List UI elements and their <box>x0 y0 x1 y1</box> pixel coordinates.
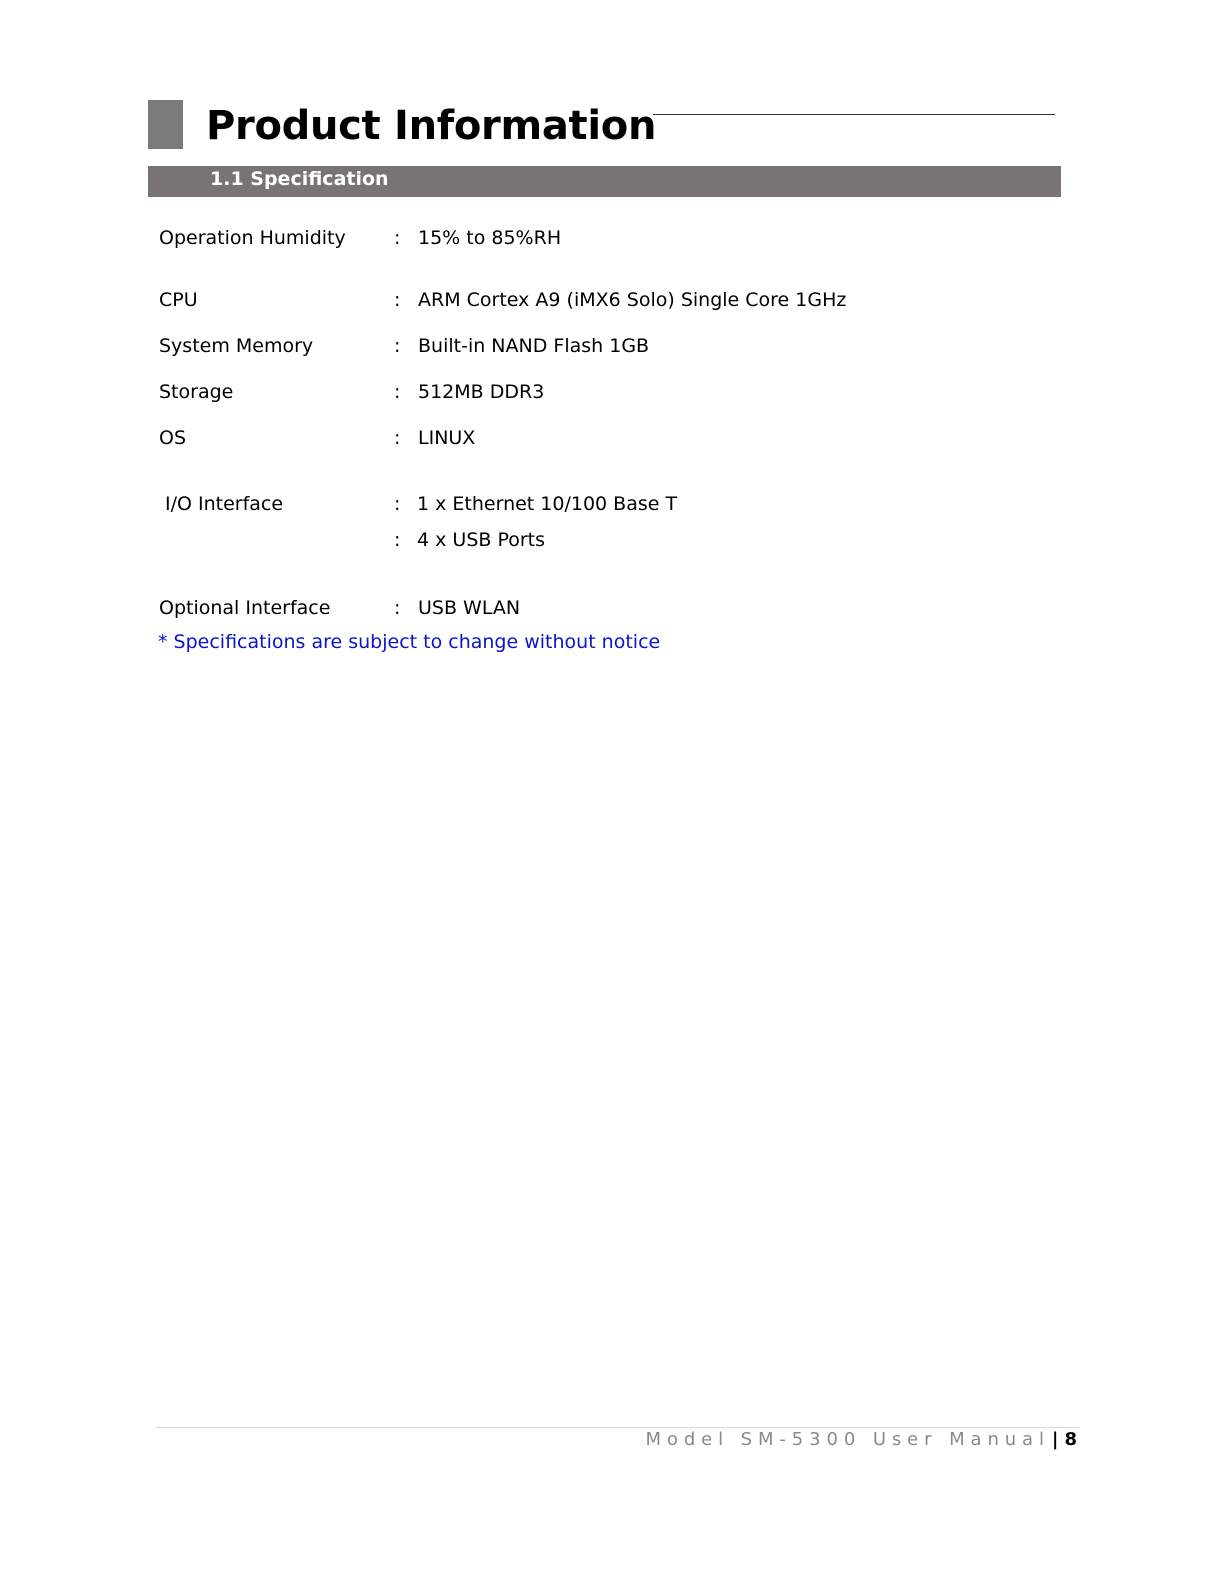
footer-separator: | <box>1051 1429 1059 1450</box>
spec-label: Optional Interface <box>159 597 331 619</box>
spec-change-notice: * Specifications are subject to change without notice <box>158 631 661 653</box>
spec-label: OS <box>159 427 187 449</box>
spec-colon: : <box>394 381 401 403</box>
section-header-bar <box>148 166 1061 197</box>
spec-value: 1 x Ethernet 10/100 Base T <box>417 493 678 515</box>
spec-label: System Memory <box>159 335 314 357</box>
spec-label: I/O Interface <box>165 493 284 515</box>
spec-colon: : <box>394 597 401 619</box>
spec-colon: : <box>394 289 401 311</box>
spec-value: 512MB DDR3 <box>418 381 545 403</box>
page-number: 8 <box>1064 1429 1077 1450</box>
spec-label: Storage <box>159 381 234 403</box>
spec-value: 4 x USB Ports <box>417 529 546 551</box>
spec-colon: : <box>394 427 401 449</box>
spec-value: 15% to 85%RH <box>418 227 562 249</box>
spec-value: ARM Cortex A9 (iMX6 Solo) Single Core 1GHz <box>418 289 847 311</box>
page-footer <box>645 1428 1077 1452</box>
spec-value: USB WLAN <box>418 597 521 619</box>
page-title: Product Information <box>206 103 657 149</box>
spec-label: Operation Humidity <box>159 227 346 249</box>
title-accent-block <box>148 100 183 149</box>
spec-colon: : <box>394 335 401 357</box>
spec-value: Built-in NAND Flash 1GB <box>418 335 650 357</box>
title-divider <box>653 114 1055 115</box>
spec-colon: : <box>394 227 401 249</box>
spec-value: LINUX <box>418 427 476 449</box>
spec-colon: : <box>394 529 401 551</box>
section-title: 1.1 Specification <box>210 168 389 190</box>
spec-label: CPU <box>159 289 198 311</box>
spec-colon: : <box>394 493 401 515</box>
footer-model-text: Model SM-5300 User Manual <box>645 1429 1050 1450</box>
